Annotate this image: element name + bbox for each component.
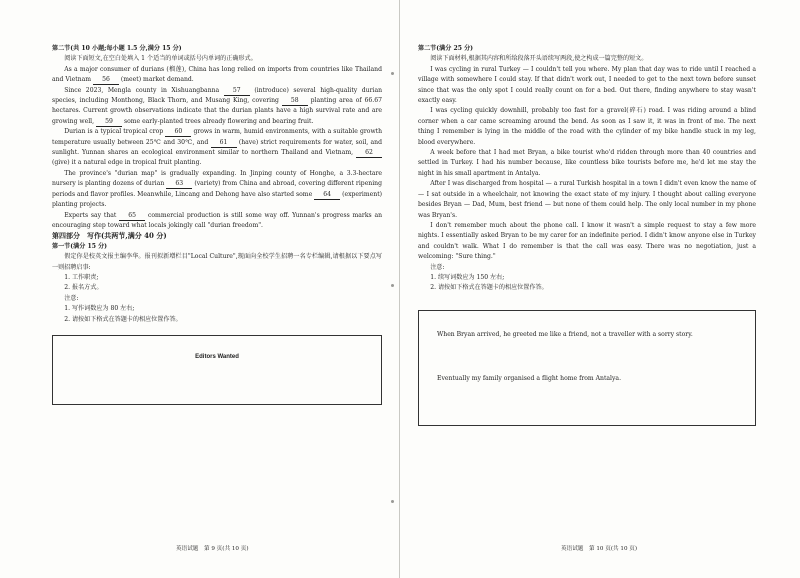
blank-61[interactable]: 61 [211,139,237,148]
story-paragraph-1: I was cycling in rural Turkey — I couldn't tell you where. My plan that day was to ride until I reached a village with somewhere I could stay. If that didn't work out, I needed to get to the next town before sunset since that was the only spot I could really count on for a bed. Out there, finding anywhere to stay wasn't exactly easy. [418,65,756,105]
page-10-footer: 英语试题 第 10 页(共 10 页) [561,546,638,552]
cloze-paragraph-3: Durian is a typical tropical crop 60 grows in warm, humid environments, with a suitable growth temperature usually between 25℃ and 30℃, and 61 (have) strict requirements for water, soil, and sunlight. Yunnan shares an ecological environment similar to northern Thailand and Vietnam, 62 (give) it a natural edge in tropical fruit planting. [52,128,383,167]
blank-57[interactable]: 57 [224,87,250,96]
notes-label: 注意: [430,263,445,271]
note-2: 2. 请按如下格式在答题卡的相应位置作答。 [430,284,548,292]
blank-63[interactable]: 63 [166,180,192,189]
page-9-footer: 英语试题 第 9 页(共 10 页) [176,546,249,552]
binding-dot [391,500,394,503]
blank-60[interactable]: 60 [165,128,191,137]
part4-heading: 第四部分 写作(共两节,满分 40 分) [52,231,167,241]
cloze-paragraph-5: Experts say that 65 commercial production is still some way off. Yunnan's progress marks an encouraging step toward what locals jokingly call "durian freedom". [52,211,383,229]
paragraph-opener-1: When Bryan arrived, he greeted me like a friend, not a traveller with a sorry story. [437,330,693,338]
blank-59[interactable]: 59 [96,118,122,127]
box-title: Editors Wanted [195,353,239,360]
story-paragraph-3: A week before that I had met Bryan, a bike tourist who'd ridden through more than 40 countries and settled in Turkey. I had his number because, like countless bike tourists before me, he'd let me stay the night in his small apartment in Antalya. [418,149,756,177]
page-10 [400,0,800,578]
point-1: 1. 工作职责; [64,273,99,281]
page-9-content [52,44,382,405]
cloze-paragraph-2: Since 2023, Mengla county in Xishuangbanna 57 (introduce) several high-quality durian species, including Monthong, Black Thorn, and Musang King, covering 58 planting area of 66.67 hectares. Current growth observations indicate that the durian plants have a high survival rate and are growing well, 59 some early-planted trees already flowering and bearing fruit. [52,86,383,125]
story-paragraph-5: I don't remember much about the phone call. I know it wasn't a simple request to stay a few more nights. I essentially asked Bryan to be my carer for an indefinite period. I didn't know anyone else in Turkey and couldn't walk. What I do remember is that the call was easy. There was no negotiation, just a welcoming: "Sure thing." [418,221,756,261]
blank-58[interactable]: 58 [282,97,308,106]
continuation-instruction: 阅读下面材料,根据其内容和所给段落开头语续写两段,使之构成一篇完整的短文。 [430,55,648,63]
blank-64[interactable]: 64 [314,191,340,200]
page-10-content [418,44,756,426]
section1-heading: 第一节(满分 15 分) [52,242,108,250]
cloze-paragraph-1: As a major consumer of durians (榴莲), China has long relied on imports from countries like Thailand and Vietnam 56 (meet) market demand. [52,65,382,84]
binding-dot [391,72,394,75]
cloze-instruction: 阅读下面短文,在空白处填入 1 个适当的单词或括号内单词的正确形式。 [64,55,257,63]
writing-task: 假定你是校英文报主编李华。报刊拟新增栏目"Local Culture",现面向全校学生招聘一名专栏编辑,请根据以下要点写一则招聘启事: [52,253,382,271]
notes-label: 注意: [64,294,79,302]
answer-box-continuation[interactable] [418,310,756,426]
blank-56[interactable]: 56 [93,76,119,85]
cloze-paragraph-4: The province's "durian map" is gradually expanding. In Jinping county of Honghe, a 3.3-hectare nursery is planting dozens of durian 63 (variety) from China and abroad, covering different ripening periods and flavor profiles. Meanwhile, Lincang and Dehong have also started some 64 (experiment) planting projects. [52,169,383,209]
paragraph-opener-2: Eventually my family organised a flight home from Antalya. [437,375,621,383]
section2-heading: 第二节(共 10 小题;每小题 1.5 分,满分 15 分) [52,45,182,52]
story-paragraph-4: After I was discharged from hospital — a rural Turkish hospital in a town I didn't even know the name of — I sat outside in a wheelchair, not knowing the exact state of my injury. I thought about calling everyone besides Bryan — Dad, Mum, best friend — but none of them could help. The only local number in my phone was Bryan's. [418,180,756,219]
note-2: 2. 请按如下格式在答题卡的相应位置作答。 [64,315,182,323]
blank-65[interactable]: 65 [119,212,145,221]
point-2: 2. 报名方式。 [64,284,103,292]
note-1: 1. 续写词数应为 150 左右; [430,273,505,281]
section2-heading: 第二节(满分 25 分) [418,45,474,52]
answer-box-editors-wanted[interactable] [52,335,382,405]
blank-62[interactable]: 62 [356,149,382,158]
note-1: 1. 写作词数应为 80 左右; [64,305,135,313]
story-paragraph-2: I was cycling quickly downhill, probably too fast for a gravel(碎石) road. I was riding around a blind corner when a car came screaming around the bend. As soon as I saw it, it was in front of me. The next thing I remember is lying in the middle of the road with the cylinder of my bike handle stuck in my leg, blood everywhere. [418,107,756,146]
binding-dot [391,284,394,287]
